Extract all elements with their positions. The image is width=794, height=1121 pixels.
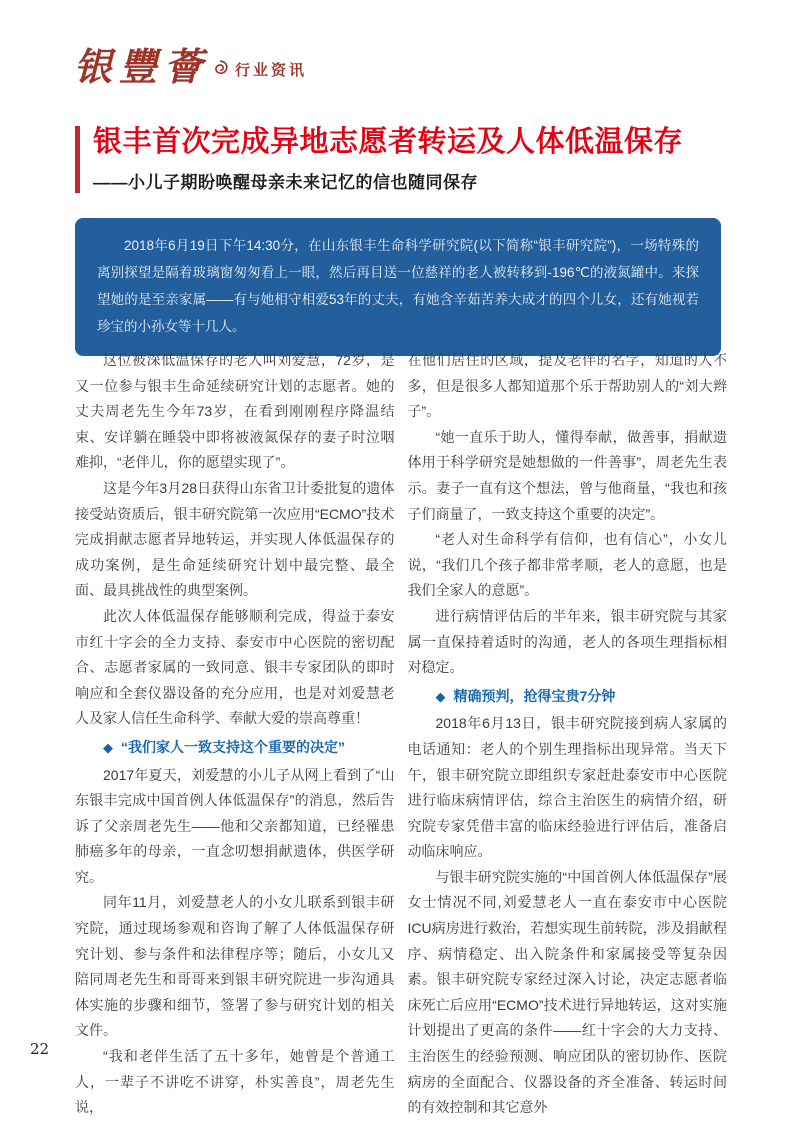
lead-paragraph: 2018年6月19日下午14:30分，在山东银丰生命科学研究院(以下简称“银丰研究院”)，一场特殊的离别探望是隔着玻璃窗匆匆看上一眼，然后再目送一位慈祥的老人被转移到-196℃的液氮罐中。来探望她的是至亲家属——有与她相守相爱53年的丈夫，有她含辛茹苦养大成才的四个儿女，还有她视若珍宝的小孙女等十几人。: [97, 238, 699, 334]
swirl-icon: [211, 59, 229, 82]
article-subtitle: ——小儿子期盼唤醒母亲未来记忆的信也随同保存: [93, 173, 478, 193]
lead-box: [75, 218, 721, 356]
paragraph: 这是今年3月28日获得山东省卫计委批复的遗体接受站资质后，银丰研究院第一次应用“ECMO”技术完成捐献志愿者异地转运，并实现人体低温保存的成功案例，是生命延续研究计划中最完整、最全面、最具挑战性的典型案例。: [75, 479, 395, 599]
paragraph: 同年11月，刘爱慧老人的小女儿联系到银丰研究院，通过现场参观和咨询了解了人体低温保存研究计划、参与条件和法律程序等；随后，小女儿又陪同周老先生和哥哥来到银丰研究院进一步沟通具体实施的步骤和细节，签署了参与研究计划的相关文件。: [75, 894, 395, 1039]
paragraph: 2017年夏天，刘爱慧的小儿子从网上看到了“山东银丰完成中国首例人体低温保存”的消息，然后告诉了父亲周老先生——他和父亲都知道，已经罹患肺癌多年的母亲，一直念叨想捐献遗体，供医学研究。: [75, 766, 395, 885]
body-column-left: [75, 348, 395, 1121]
paragraph: 在他们居住的区域，提及老伴的名字，知道的人不多，但是很多人都知道那个乐于帮助别人的“刘大辫子”。: [407, 352, 727, 420]
article-body: [75, 348, 727, 1121]
section-heading: ◆ “我们家人一致支持这个重要的决定”: [103, 738, 345, 755]
masthead-tagline: 行业资讯: [235, 62, 308, 79]
brand-logo: 银豐薈: [74, 44, 210, 89]
body-column-right: [408, 348, 728, 1121]
paragraph: “老人对生命科学有信仰，也有信心”，小女儿说，“我们几个孩子都非常孝顺，老人的意愿，也是我们全家人的意愿”。: [407, 531, 727, 599]
paragraph: “她一直乐于助人，懂得奉献，做善事，捐献遗体用于科学研究是她想做的一件善事”，周老先生表示。妻子一直有这个想法，曾与他商量，“我也和孩子们商量了，一致支持这个重要的决定”。: [407, 428, 727, 522]
section-heading: ◆ 精确预判，抢得宝贵7分钟: [435, 687, 616, 704]
paragraph: “我和老伴生活了五十多年，她曾是个普通工人，一辈子不讲吃不讲穿，朴实善良”，周老先生说，: [75, 1048, 395, 1116]
paragraph: 与银丰研究院实施的“中国首例人体低温保存”展女士情况不同,刘爱慧老人一直在泰安市中心医院ICU病房进行救治，若想实现生前转院，涉及捐献程序、病情稳定、出入院条件和家属接受等复杂因素。银丰研究院专家经过深入讨论，决定志愿者临床死亡后应用“ECMO”技术进行异地转运，这对实施计划提出了更高的条件——红十字会的大力支持、主治医生的经验预测、响应团队的密切协作、医院病房的全面配合、仪器设备的齐全准备、转运时间的有效控制和其它意外: [407, 868, 727, 1116]
paragraph: 进行病情评估后的半年来，银丰研究院与其家属一直保持着适时的沟通，老人的各项生理指标相对稳定。: [407, 607, 727, 676]
masthead: [74, 44, 308, 89]
article-title: 银丰首次完成异地志愿者转运及人体低温保存: [93, 126, 684, 158]
paragraph: 2018年6月13日，银丰研究院接到病人家属的电话通知：老人的个别生理指标出现异常。当天下午，银丰研究院立即组织专家赶赴泰安市中心医院进行临床病情评估，综合主治医生的病情介绍，研究院专家凭借丰富的临床经验进行评估后，准备启动临床响应。: [407, 715, 727, 860]
paragraph: 此次人体低温保存能够顺利完成，得益于泰安市红十字会的全力支持、泰安市中心医院的密切配合、志愿者家属的一致同意、银丰专家团队的即时响应和全套仪器设备的充分应用，也是对刘爱慧老人及家人信任生命科学、奉献大爱的崇高尊重！: [75, 607, 395, 727]
paragraph: 这位被深低温保存的老人叫刘爱慧，72岁，是又一位参与银丰生命延续研究计划的志愿者。她的丈夫周老先生今年73岁，在看到刚刚程序降温结束、安详躺在睡袋中即将被液氮保存的妻子时泣咽难抑，“老伴儿，你的愿望实现了”。: [75, 352, 395, 471]
diamond-icon: ◆: [435, 688, 446, 704]
page-number: 22: [30, 1040, 50, 1058]
title-block: [75, 126, 735, 193]
diamond-icon: ◆: [103, 739, 113, 755]
